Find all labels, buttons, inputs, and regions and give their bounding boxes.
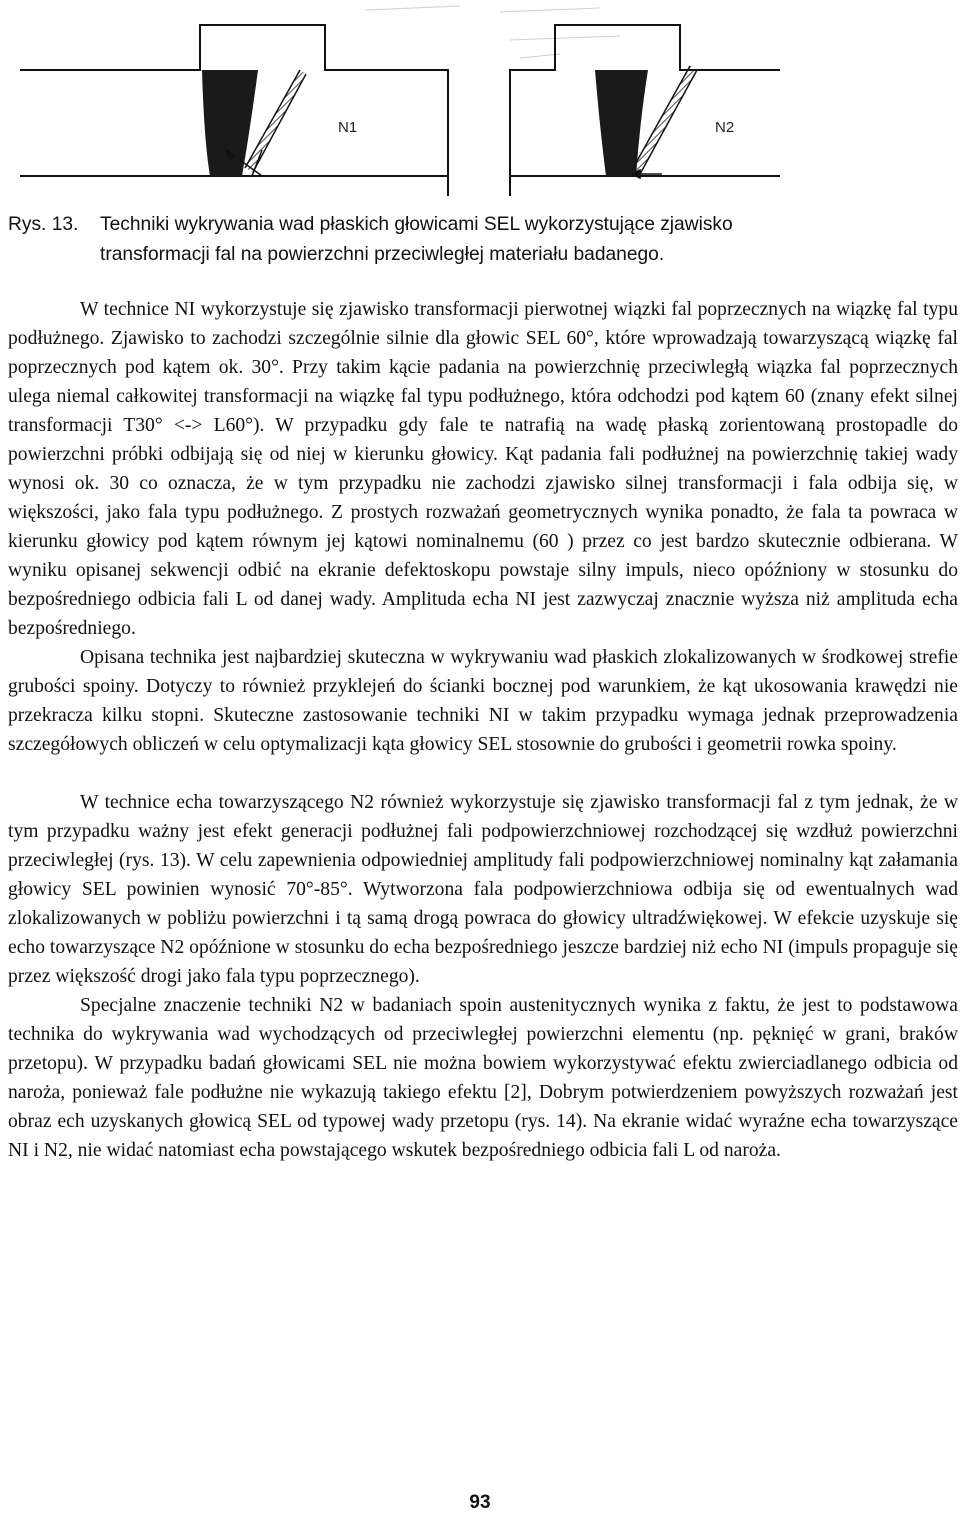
figure-label-n2: N2: [715, 119, 735, 136]
caption-line-2: [8, 240, 948, 270]
body-text: [8, 295, 958, 1165]
page-number: 93: [469, 1492, 491, 1513]
background-scan-marks: [365, 6, 620, 58]
caption-line-1: [8, 210, 948, 240]
right-weld-plate: [510, 25, 780, 196]
paragraph-1: W technice NI wykorzystuje się zjawisko transformacji pierwotnej wiązki fal poprzecznych na wiązkę fal typu podłużnego. Zjawisko to zachodzi szczególnie silnie dla głowic SEL 60°, które wprowadzają towarzyszącą wiązkę fal poprzecznych pod kątem ok. 30°. Przy takim kącie padania na powierzchnię przeciwległą wiązka fal poprzecznych ulega niemal całkowitej transformacji na wiązkę fal typu podłużnego, która odchodzi pod kątem 60 (znany efekt silnej transformacji T30° <-> L60°). W przypadku gdy fale te natrafią na wadę płaską zorientowaną prostopadle do powierzchni próbki odbijają się od niej w kierunku głowicy. Kąt padania fali podłużnej na powierzchnię takiej wady wynosi ok. 30 co oznacza, że w tym przypadku nie zachodzi zjawisko silnej transformacji i fala odbija się, w większości, jako fala typu podłużnego. Z prostych rozważań geometrycznych wynika ponadto, że fala ta powraca w kierunku głowicy pod kątem równym jej kątowi nominalnemu (60 ) przez co jest bardzo skutecznie odbierana. W wyniku opisanej sekwencji odbić na ekranie defektoskopu powstaje silny impuls, nieco opóźniony w stosunku do bezpośredniego odbicia fali L od danej wady. Amplituda echa NI jest zazwyczaj znacznie wyższa niż amplituda echa bezpośredniego.: [8, 299, 958, 639]
paragraph-4: Specjalne znaczenie techniki N2 w badaniach spoin austenitycznych wynika z faktu, że jest to podstawowa technika do wykrywania wad wychodzących od przeciwległej powierzchni elementu (np. pęknięć w grani, braków przetopu). W przypadku badań głowicami SEL nie można bowiem wykorzystywać efektu zwierciadlanego odbicia od naroża, ponieważ fale podłużne nie wykazują takiego efektu [2], Dobrym potwierdzeniem powyższych rozważań jest obraz ech uzyskanych głowicą SEL od typowej wady przetopu (rys. 14). Na ekranie widać wyraźne echa towarzyszące NI i N2, nie widać natomiast echa powstającego wskutek bezpośredniego odbicia fali L od naroża.: [8, 995, 958, 1161]
paragraph-2: Opisana technika jest najbardziej skuteczna w wykrywaniu wad płaskich zlokalizowanych w środkowej strefie grubości spoiny. Dotyczy to również przyklejeń do ścianki bocznej pod warunkiem, że kąt ukosowania krawędzi nie przekracza kilku stopni. Skuteczne zastosowanie techniki NI w takim przypadku wymaga jednak przeprowadzenia szczegółowych obliczeń w celu optymalizacji kąta głowicy SEL stosownie do grubości i geometrii rowka spoiny.: [8, 647, 958, 755]
caption-text-2: transformacji fal na powierzchni przeciwległej materiału badanego.: [100, 244, 665, 265]
figure-drawing: [0, 0, 960, 196]
caption-prefix: Rys. 13.: [8, 214, 79, 235]
figure-caption: [8, 210, 948, 270]
paragraph-3: W technice echa towarzyszącego N2 również wykorzystuje się zjawisko transformacji fal z tym jednak, że w tym przypadku ważny jest efekt generacji podłużnej fali podpowierzchniowej rozchodzącej się wzdłuż powierzchni przeciwległej (rys. 13). W celu zapewnienia odpowiedniej amplitudy fali podpowierzchniowej nominalny kąt załamania głowicy SEL powinien wynosić 70°-85°. Wytworzona fala podpowierzchniowa odbija się od ewentualnych wad zlokalizowanych w pobliżu powierzchni i tą samą drogą powraca do głowicy ultradźwiękowej. W efekcie uzyskuje się echo towarzyszące N2 opóźnione w stosunku do echa bezpośredniego jeszcze bardziej niż echo NI (impuls propaguje się przez większość drogi jako fala typu poprzecznego).: [8, 792, 958, 987]
figure-rys-13: [0, 0, 960, 196]
figure-label-n1: N1: [338, 119, 358, 136]
caption-text-1: Techniki wykrywania wad płaskich głowicami SEL wykorzystujące zjawisko: [100, 214, 733, 235]
